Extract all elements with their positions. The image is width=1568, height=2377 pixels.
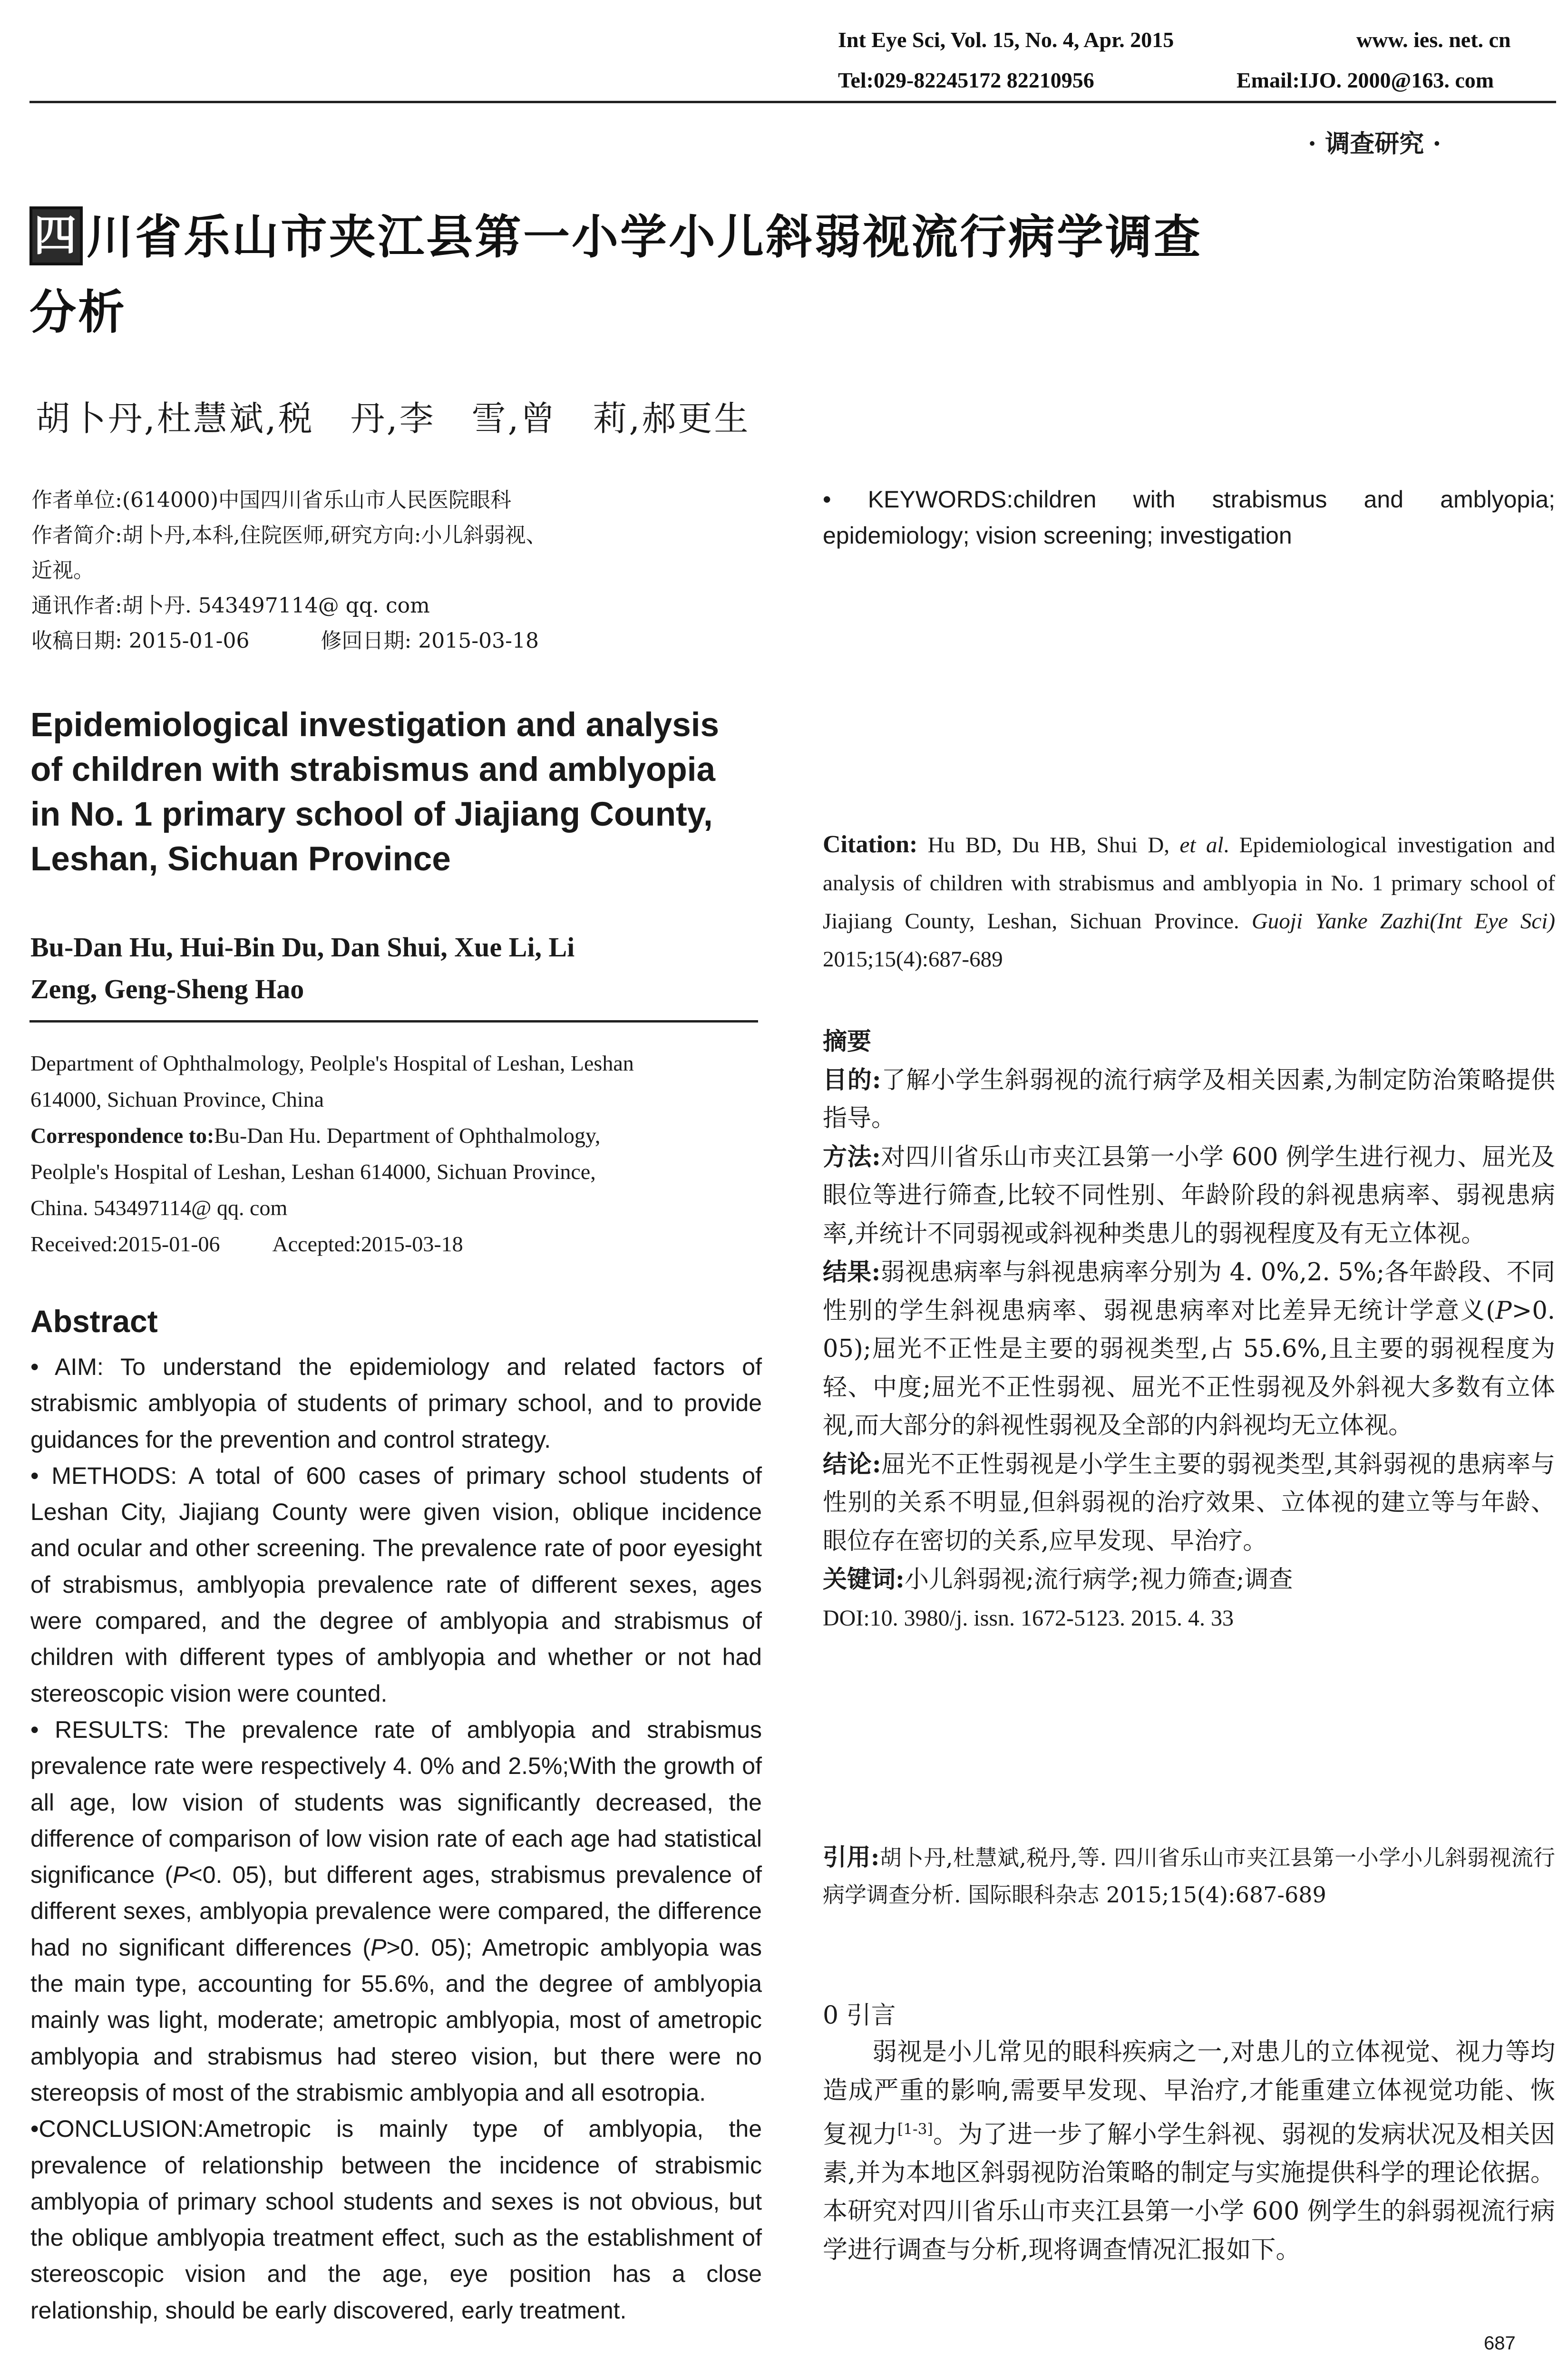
abstract-en-body	[30, 1349, 762, 2328]
cn-kw-text: 小儿斜弱视;流行病学;视力筛查;调查	[904, 1566, 1293, 1594]
cn-dates	[31, 623, 764, 659]
abstract-cn-keywords	[823, 1560, 1555, 1599]
en-received: Received:2015-01-06	[30, 1232, 220, 1256]
results-part-c: >0. 05); Ametropic amblyopia was the main type, accounting for 55.6%, and the degree of amblyopia mainly was light, moderate; ametropic amblyopia, most of ametropic amblyopia and strabismus had stereo vision, but there were no stereopsis of most of the strabismic amblyopia and all esotropia.	[30, 1934, 762, 2106]
en-title-line-4: Leshan, Sichuan Province	[30, 840, 451, 878]
cn-corr: 通讯作者:胡卜丹. 543497114@ qq. com	[31, 594, 430, 618]
cn-methods-label: 方法:	[823, 1142, 881, 1171]
abstract-cn-results	[823, 1253, 1555, 1445]
abstract-cn	[823, 1023, 1555, 1637]
en-affiliation	[30, 1045, 758, 1262]
abstract-aim: • AIM: To understand the epidemiology and related factors of strabismic amblyopia of students of primary school, and to provide guidances for the prevention and control strategy.	[30, 1354, 762, 1453]
abstract-cn-conclusion	[823, 1445, 1555, 1561]
intro-part-a: 弱视是小儿常见的眼科疾病之一,对患儿的立体视觉、视力等均造成严重的影响,需要早发现、早治疗,才能重建立体视觉功能、恢复视力	[823, 2038, 1555, 2149]
cn-bio-1: 作者简介:胡卜丹,本科,住院医师,研究方向:小儿斜弱视、	[31, 523, 547, 547]
citation-etal: et al	[1179, 833, 1224, 857]
cn-results-a: 弱视患病率与斜视患病率分别为 4. 0%,2. 5%;各年龄段、不同性别的学生斜视患病率、弱视患病率对比差异无统计学意义(	[823, 1258, 1556, 1325]
results-p-2: P	[370, 1934, 387, 1961]
citation-cn	[823, 1839, 1555, 1913]
en-title-line-2: of children with strabismus and amblyopia	[30, 751, 715, 789]
abstract-conclusion: •CONCLUSION:Ametropic is mainly type of amblyopia, the prevalence of relationship between the incidence of strabismic amblyopia of primary school students and sexes is not obvious, but the oblique amblyopia treatment effect, such as the establishment of stereoscopic vision and the age, eye position has a close relationship, should be early discovered, early treatment.	[30, 2115, 762, 2324]
title-line-2: 分析	[29, 285, 127, 340]
authors-cn: 胡卜丹,杜慧斌,税 丹,李 雪,曾 莉,郝更生	[36, 399, 750, 438]
cn-meta	[31, 483, 764, 659]
en-corr-1: Bu-Dan Hu. Department of Ophthalmology,	[214, 1123, 601, 1148]
citation-b: . Epidemiological investigation and analysis of children with strabismus and amblyopia in No. 1 primary school of Jiajiang County, Leshan, Sichuan Province.	[823, 833, 1556, 934]
cn-results-label: 结果:	[823, 1258, 881, 1286]
title-badge: 四	[29, 206, 83, 265]
cn-kw-label: 关键词:	[823, 1565, 905, 1594]
cn-aim-text: 了解小学生斜弱视的流行病学及相关因素,为制定防治策略提供指导。	[823, 1066, 1556, 1132]
citation-a: Hu BD, Du HB, Shui D,	[917, 833, 1180, 857]
en-title-line-3: in No. 1 primary school of Jiajiang County,	[30, 796, 713, 833]
citation-journal: Guoji Yanke Zazhi(Int Eye Sci)	[1251, 909, 1555, 934]
journal-website: www. ies. net. cn	[1356, 28, 1511, 52]
journal-email: Email:IJO. 2000@163. com	[1237, 68, 1494, 92]
article-title-cn	[29, 200, 1561, 350]
en-corr-2: Peolple's Hospital of Leshan, Leshan 614000, Sichuan Province,	[30, 1159, 596, 1184]
intro-heading: 0 引言	[823, 2001, 896, 2030]
citation-c: 2015;15(4):687-689	[823, 947, 1003, 972]
section-tag: · 调查研究 ·	[1308, 129, 1441, 158]
intro-part-b: 。为了进一步了解小学生斜视、弱视的发病状况及相关因素,并为本地区斜弱视防治策略的制定与实施提供科学的理论依据。本研究对四川省乐山市夹江县第一小学 600 例学生的斜弱视流行病学进行调查与分析,现将调查情况汇报如下。	[823, 2120, 1555, 2265]
cn-bio-2: 近视。	[31, 558, 94, 583]
citation-en	[823, 826, 1555, 978]
cn-methods-text: 对四川省乐山市夹江县第一小学 600 例学生进行视力、屈光及眼位等进行筛查,比较不同性别、年龄阶段的斜视患病率、弱视患病率,并统计不同弱视或斜视种类患儿的弱视程度及有无立体视。	[823, 1143, 1555, 1248]
intro-paragraph	[823, 2033, 1555, 2270]
citation-label: Citation:	[823, 831, 918, 858]
cn-aim-label: 目的:	[823, 1065, 881, 1094]
cn-received: 收稿日期: 2015-01-06	[31, 629, 250, 653]
authors-en	[30, 926, 763, 1010]
cn-unit: 作者单位:(614000)中国四川省乐山市人民医院眼科	[31, 488, 512, 512]
results-part-b: <0. 05), but different ages, strabismus prevalence of different sexes, amblyopia prevalence were compared, the difference had no significant differences (	[30, 1861, 762, 1961]
citation-cn-label: 引用:	[823, 1843, 880, 1871]
abstract-en-cont	[823, 481, 1555, 554]
cn-results-b: >0. 05);屈光不正性是主要的弱视类型,占 55.6%,且主要的弱视程度为轻、中度;屈光不正性弱视、屈光不正性弱视及外斜视大多数有立体视,而大部分的斜视性弱视及全部的内斜视均无立体视。	[823, 1296, 1555, 1440]
cn-concl-label: 结论:	[823, 1450, 881, 1479]
journal-tel: Tel:029-82245172 82210956	[838, 68, 1094, 92]
en-affil-line-2: 614000, Sichuan Province, China	[30, 1087, 324, 1111]
en-dates	[30, 1226, 758, 1262]
en-accepted: Accepted:2015-03-18	[272, 1232, 463, 1256]
abstract-cn-heading: 摘要	[823, 1027, 872, 1056]
en-affil-line-1: Department of Ophthalmology, Peolple's Hospital of Leshan, Leshan	[30, 1051, 634, 1075]
affil-rule	[29, 1020, 758, 1023]
abstract-heading: Abstract	[30, 1304, 158, 1339]
journal-line: Int Eye Sci, Vol. 15, No. 4, Apr. 2015	[838, 28, 1174, 52]
citation-cn-text: 胡卜丹,杜慧斌,税丹,等. 四川省乐山市夹江县第一小学小儿斜弱视流行病学调查分析. 国际眼科杂志 2015;15(4):687-689	[823, 1845, 1555, 1908]
abstract-cn-aim	[823, 1061, 1555, 1138]
abstract-cn-methods	[823, 1138, 1555, 1254]
header-rule	[29, 101, 1556, 103]
doi: DOI:10. 3980/j. issn. 1672-5123. 2015. 4. 33	[823, 1605, 1234, 1631]
abstract-methods: • METHODS: A total of 600 cases of primary school students of Leshan City, Jiajiang County were given vision, oblique incidence and ocular and other screening. The prevalence rate of poor eyesight of strabismus, amblyopia prevalence rate of different sexes, ages were compared, and the degree of amblyopia and strabismus of children with different types of amblyopia and whether or not had stereoscopic vision were counted.	[30, 1462, 762, 1707]
intro-ref: [1-3]	[897, 2121, 933, 2138]
en-corr-label: Correspondence to:	[30, 1123, 214, 1148]
cn-revised: 修回日期: 2015-03-18	[321, 629, 539, 653]
cn-concl-text: 屈光不正性弱视是小学生主要的弱视类型,其斜弱视的患病率与性别的关系不明显,但斜弱视的治疗效果、立体视的建立等与年龄、眼位存在密切的关系,应早发现、早治疗。	[823, 1450, 1556, 1555]
title-line-1: 川省乐山市夹江县第一小学小儿斜弱视流行病学调查	[87, 210, 1203, 264]
en-title-line-1: Epidemiological investigation and analysis	[30, 706, 719, 744]
cn-results-p: P	[1495, 1296, 1512, 1325]
results-p-1: P	[173, 1861, 189, 1889]
article-title-en	[30, 703, 772, 882]
en-corr-3: China. 543497114@ qq. com	[30, 1196, 288, 1220]
en-authors-line-2: Zeng, Geng-Sheng Hao	[30, 974, 304, 1004]
page-number: 687	[1484, 2333, 1516, 2354]
abstract-keywords: • KEYWORDS:children with strabismus and amblyopia; epidemiology; vision screening; investigation	[823, 486, 1555, 549]
results-part-a: • RESULTS: The prevalence rate of amblyopia and strabismus prevalence rate were respectively 4. 0% and 2.5%;With the growth of all age, low vision of students was significantly decreased, the difference of comparison of low vision rate of each age had statistical significance (	[30, 1716, 762, 1889]
en-authors-line-1: Bu-Dan Hu, Hui-Bin Du, Dan Shui, Xue Li, Li	[30, 932, 575, 963]
abstract-results	[30, 1712, 762, 2111]
